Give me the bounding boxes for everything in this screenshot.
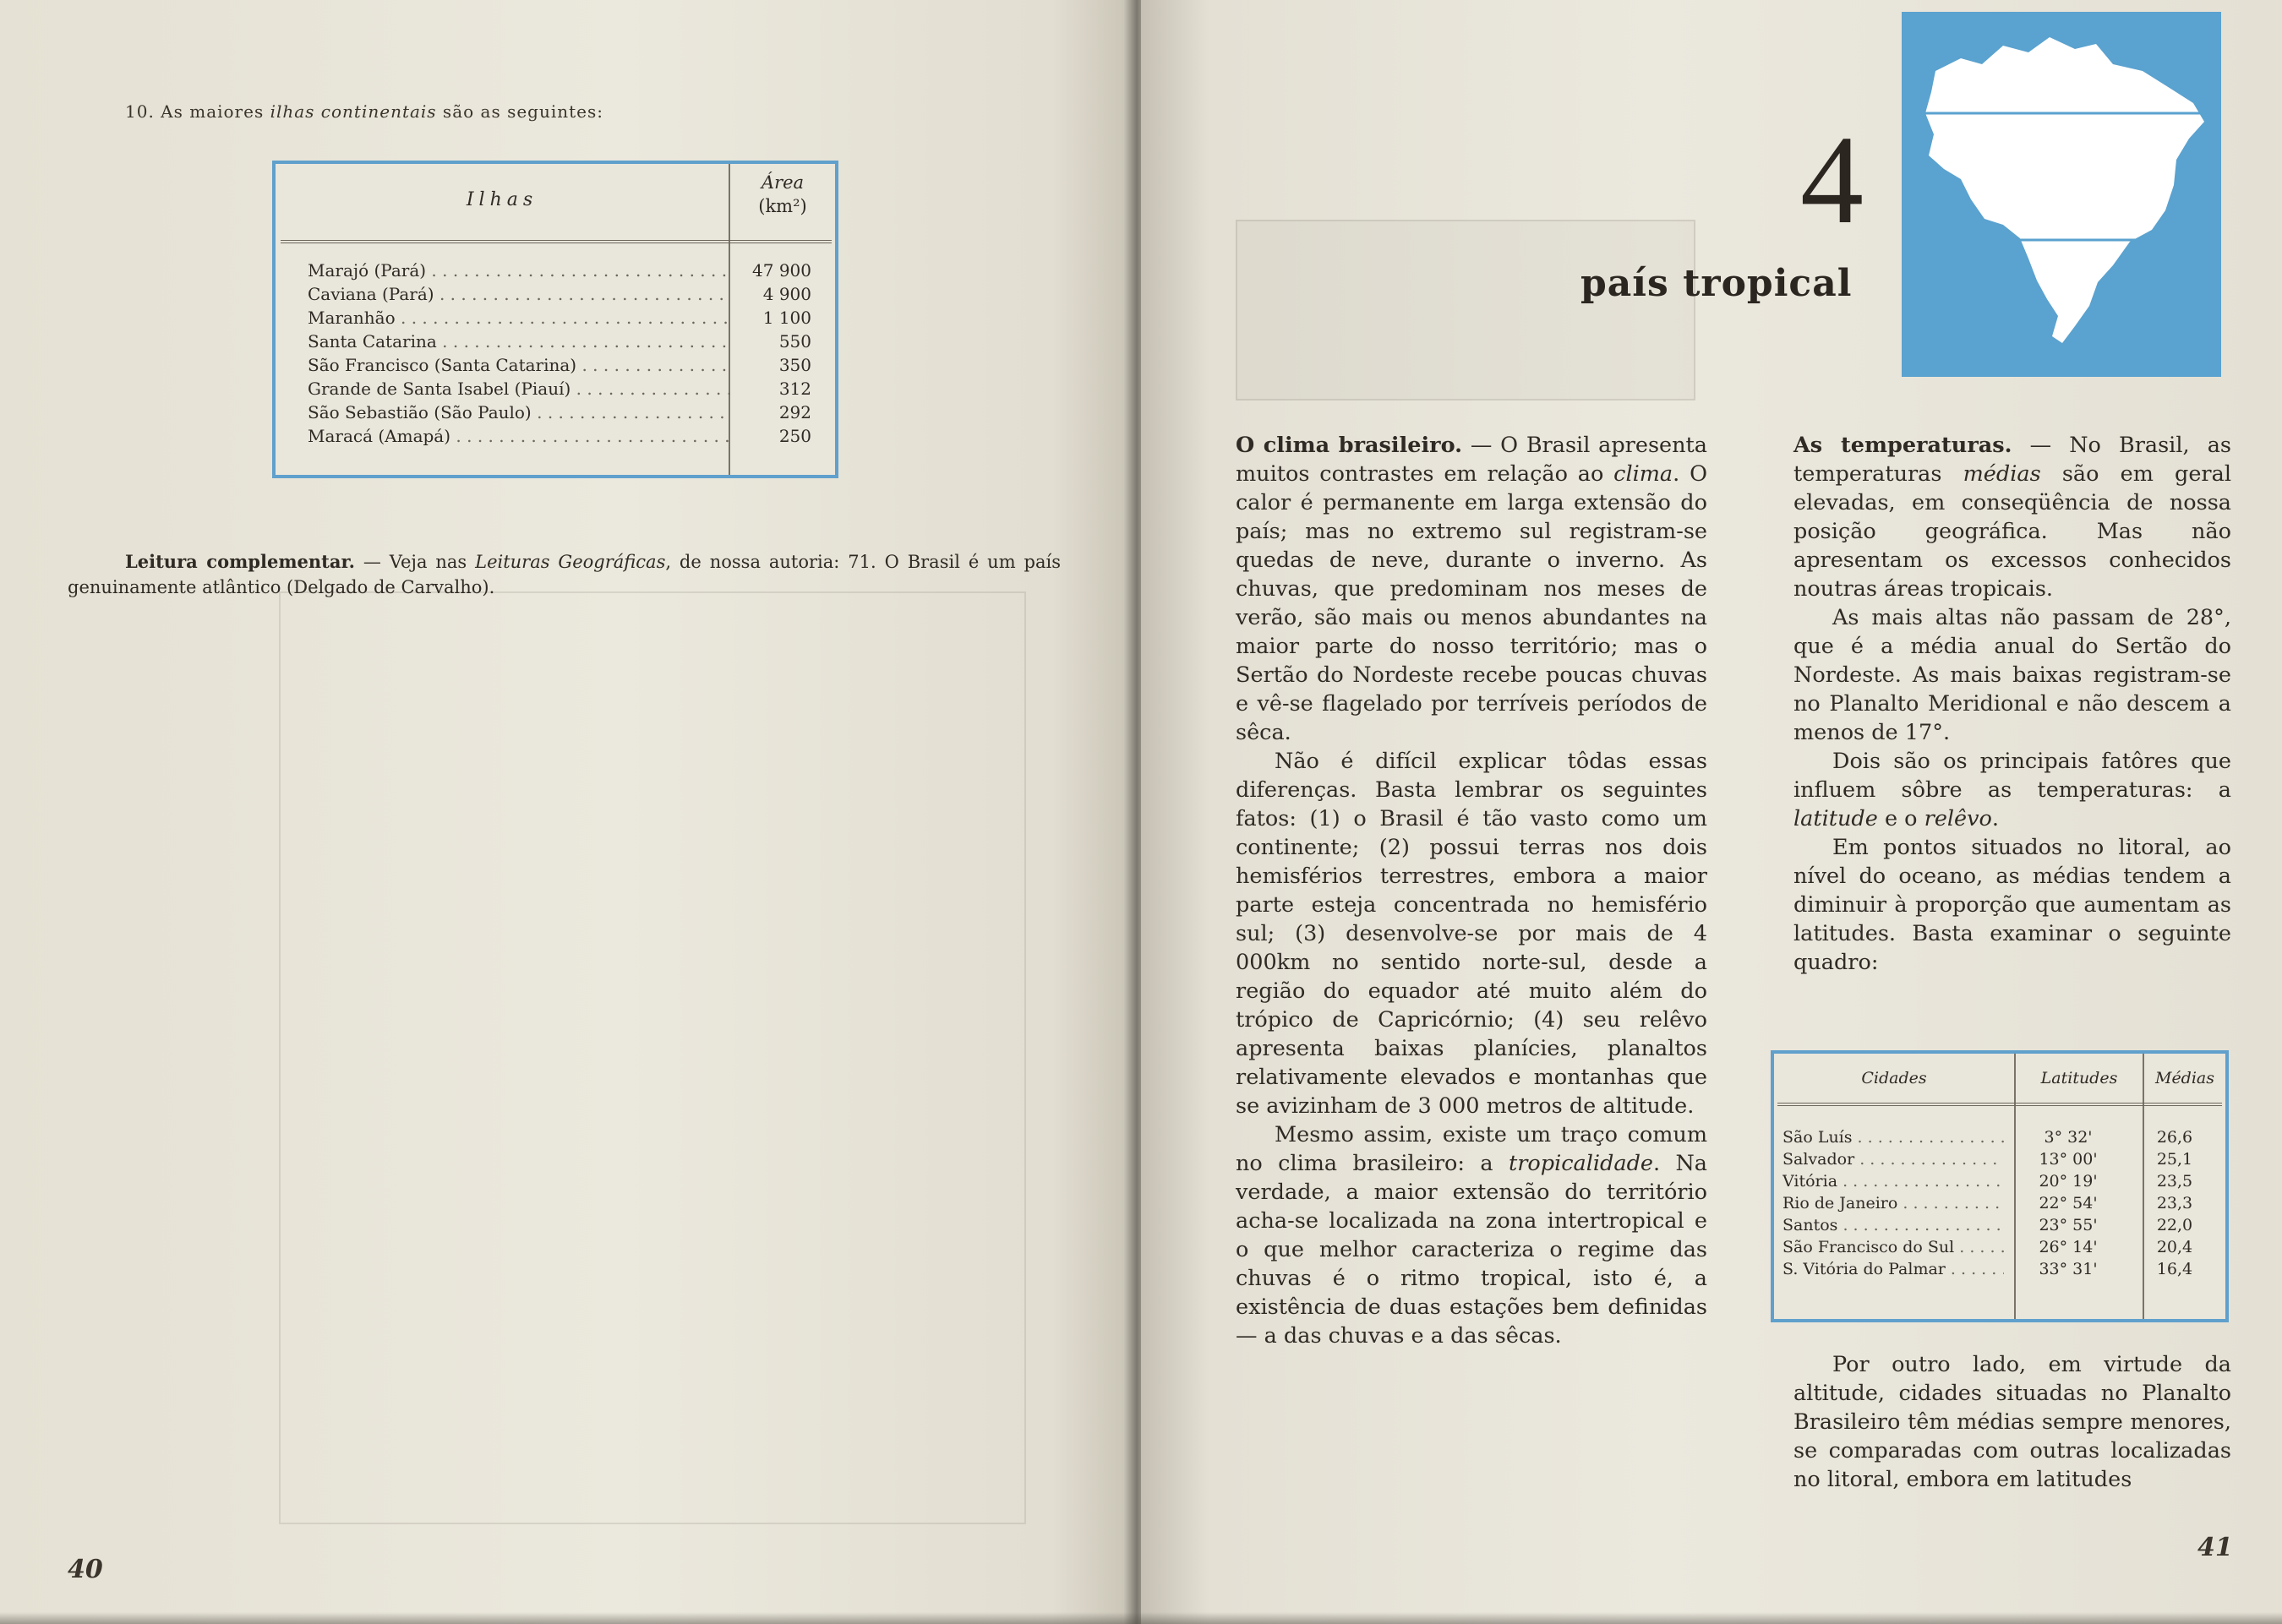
left-page bbox=[0, 0, 1131, 1624]
header-islands: Ilhas bbox=[466, 189, 538, 210]
table-row bbox=[308, 353, 823, 377]
text-column-1 bbox=[1236, 431, 1707, 1350]
table-row bbox=[308, 377, 823, 401]
page-number: 41 bbox=[2197, 1533, 2233, 1562]
paragraph: Não é difícil explicar tôdas essas diferenças. Basta lembrar os seguintes fatos: (1) o Brasil é tão vasto como um continente; (2) possui terras nos dois hemisférios terrestres, embora a maior parte esteja concentrada no hemisfério sul; (3) desenvolve-se por mais de 4 000km no sentido norte-sul, desde a região do equador até muito além do trópico de Capricórnio; (4) seu relêvo apresenta baixas planícies, planaltos relativamente elevados e montanhas que se avizinham de 3 000 metros de altitude. bbox=[1236, 749, 1707, 1119]
city-name: Vitória . . . bbox=[1782, 1170, 2004, 1192]
paragraph bbox=[1793, 431, 2231, 603]
text-column-2-continued bbox=[1793, 1350, 2231, 1494]
table-row bbox=[308, 282, 823, 306]
city-name: Santos . . . bbox=[1782, 1214, 2004, 1236]
table-row bbox=[308, 401, 823, 424]
city-average: 22,0 bbox=[2156, 1216, 2193, 1234]
city-latitude: 13° 00' bbox=[2039, 1150, 2098, 1169]
paragraph bbox=[1236, 1120, 1707, 1350]
island-name: Grande de Santa Isabel (Piauí) . . . bbox=[308, 377, 730, 401]
section-heading: O clima brasileiro. bbox=[1236, 433, 1463, 458]
island-name: São Francisco (Santa Catarina) . . . bbox=[308, 353, 730, 377]
text-column-2 bbox=[1793, 431, 2231, 977]
brazil-outline bbox=[1925, 37, 2204, 343]
header-area bbox=[730, 171, 835, 218]
city-name: S. Vitória do Palmar . . . bbox=[1782, 1258, 2004, 1280]
island-name: Marajó (Pará) . . . bbox=[308, 259, 730, 282]
city-average: 23,5 bbox=[2156, 1172, 2193, 1191]
island-area: 4 900 bbox=[762, 284, 811, 304]
paragraph: Por outro lado, em virtude da altitude, cidades situadas no Planalto Brasileiro têm médias sempre menores, se comparadas com outras localizadas no litoral, embora em latitudes bbox=[1793, 1352, 2231, 1492]
city-average: 16,4 bbox=[2156, 1260, 2193, 1278]
section-heading: As temperaturas. bbox=[1793, 433, 2012, 458]
city-average: 25,1 bbox=[2156, 1150, 2193, 1169]
islands-table bbox=[272, 161, 838, 478]
city-average: 20,4 bbox=[2156, 1238, 2193, 1256]
city-latitude: 23° 55' bbox=[2039, 1216, 2098, 1234]
islands-intro bbox=[125, 101, 603, 122]
header-cities: Cidades bbox=[1861, 1069, 1927, 1087]
page-number: 40 bbox=[68, 1555, 103, 1584]
paragraph: As mais altas não passam de 28°, que é a média anual do Sertão do Nordeste. As mais baixas registram-se no Planalto Meridional e não descem a menos de 17°. bbox=[1793, 605, 2231, 745]
complementary-reading bbox=[68, 549, 1061, 600]
paragraph-text: Dois são os principais fatôres que influem sôbre as temperaturas: a bbox=[1793, 749, 2231, 803]
table-row bbox=[1782, 1126, 2224, 1148]
island-name: Maracá (Amapá) . . . bbox=[308, 424, 730, 448]
emphasis: relêvo bbox=[1924, 806, 1992, 831]
island-area: 47 900 bbox=[752, 260, 811, 281]
island-area: 292 bbox=[778, 402, 811, 422]
island-area: 350 bbox=[778, 355, 811, 375]
emphasis: latitude bbox=[1793, 806, 1878, 831]
table-row bbox=[1782, 1148, 2224, 1170]
chapter-number: 4 bbox=[1800, 110, 1864, 250]
city-name: São Francisco do Sul . . . bbox=[1782, 1236, 2004, 1258]
table-row bbox=[1782, 1170, 2224, 1192]
reading-book-title: Leituras Geográficas bbox=[475, 552, 666, 572]
paragraph-text: Mesmo assim, existe um traço comum no clima brasileiro: a bbox=[1236, 1122, 1707, 1176]
city-latitude: 26° 14' bbox=[2039, 1238, 2098, 1256]
header-rule bbox=[1777, 1103, 2222, 1106]
reading-text-end: , de nossa autoria: 71. O Brasil é um país genuinamente atlântico (Delgado de Carvalho). bbox=[68, 552, 1061, 597]
paragraph-text: — O Brasil apresenta muitos contrastes em relação ao bbox=[1236, 433, 1707, 487]
intro-text-end: são as seguintes: bbox=[436, 101, 604, 122]
temperature-table bbox=[1771, 1050, 2229, 1322]
island-area: 312 bbox=[778, 379, 811, 399]
table-row bbox=[1782, 1258, 2224, 1280]
table-row bbox=[308, 424, 823, 448]
table-row bbox=[308, 306, 823, 330]
brazil-map-icon bbox=[1902, 12, 2221, 377]
emphasis: médias bbox=[1963, 461, 2041, 487]
brazil-map-shape bbox=[1902, 12, 2221, 377]
table-row bbox=[308, 259, 823, 282]
emphasis: tropicalidade bbox=[1508, 1151, 1653, 1176]
island-area: 250 bbox=[778, 426, 811, 446]
reading-text: — Veja nas bbox=[354, 552, 476, 572]
table-row bbox=[1782, 1236, 2224, 1258]
island-name: São Sebastião (São Paulo) . . . bbox=[308, 401, 730, 424]
bleed-through-shadow bbox=[1236, 220, 1695, 401]
header-latitudes: Latitudes bbox=[2040, 1069, 2118, 1087]
city-latitude: 33° 31' bbox=[2039, 1260, 2098, 1278]
header-rule bbox=[281, 240, 832, 243]
intro-emphasis: ilhas continentais bbox=[270, 101, 437, 122]
header-area-label: Área bbox=[761, 172, 805, 193]
paragraph-text: e o bbox=[1877, 806, 1924, 831]
chapter-title: país tropical bbox=[1580, 262, 1853, 305]
city-average: 23,3 bbox=[2156, 1194, 2193, 1213]
paragraph-text: . bbox=[1991, 806, 2000, 831]
paragraph bbox=[1793, 747, 2231, 833]
table-row bbox=[308, 330, 823, 353]
city-name: São Luís . . . bbox=[1782, 1126, 2004, 1148]
page-bottom-edge bbox=[0, 1612, 2282, 1624]
reading-label: Leitura complementar. bbox=[125, 551, 355, 572]
header-area-unit: (km²) bbox=[758, 196, 807, 216]
city-latitude: 22° 54' bbox=[2039, 1194, 2098, 1213]
paragraph-text: . O calor é permanente em larga extensão do país; mas no extremo sul registram-se quedas de neve, durante o inverno. As chuvas, que predominam nos meses de verão, são mais ou menos abundantes na maior parte do nosso território; mas o Sertão do Nordeste recebe poucas chuvas e vê-se flagelado por terríveis períodos de sêca. bbox=[1236, 461, 1707, 745]
temperature-rows bbox=[1782, 1126, 2224, 1280]
city-latitude: 20° 19' bbox=[2039, 1172, 2098, 1191]
island-name: Caviana (Pará) . . . bbox=[308, 282, 730, 306]
island-area: 1 100 bbox=[762, 308, 811, 328]
intro-text: 10. As maiores bbox=[125, 101, 270, 122]
paragraph-text: . Na verdade, a maior extensão do território acha-se localizada na zona intertropical e o que melhor caracteriza o regime das chuvas é o ritmo tropical, isto é, a existência de duas estações bem definidas — a das chuvas e a das sêcas. bbox=[1236, 1151, 1708, 1349]
islands-rows bbox=[308, 259, 823, 448]
paragraph: Em pontos situados no litoral, ao nível do oceano, as médias tendem a diminuir à proporção que aumentam as latitudes. Basta examinar o seguinte quadro: bbox=[1793, 835, 2231, 975]
bleed-through-shadow bbox=[279, 591, 1026, 1524]
island-name: Maranhão . . . bbox=[308, 306, 730, 330]
city-name: Salvador . . . bbox=[1782, 1148, 2004, 1170]
city-latitude: 3° 32' bbox=[2044, 1128, 2093, 1147]
table-row bbox=[1782, 1192, 2224, 1214]
emphasis: clima bbox=[1613, 461, 1673, 487]
island-area: 550 bbox=[778, 331, 811, 352]
island-name: Santa Catarina . . . bbox=[308, 330, 730, 353]
paragraph-text: — No Brasil, as temperaturas bbox=[1793, 433, 2231, 487]
header-averages: Médias bbox=[2154, 1069, 2215, 1087]
table-row bbox=[1782, 1214, 2224, 1236]
city-name: Rio de Janeiro . . . bbox=[1782, 1192, 2004, 1214]
city-average: 26,6 bbox=[2156, 1128, 2193, 1147]
paragraph-text: são em geral elevadas, em conseqüência de nossa posição geográfica. Mas não apresentam os excessos conhecidos noutras áreas tropicais. bbox=[1793, 461, 2231, 602]
paragraph bbox=[1236, 431, 1707, 747]
